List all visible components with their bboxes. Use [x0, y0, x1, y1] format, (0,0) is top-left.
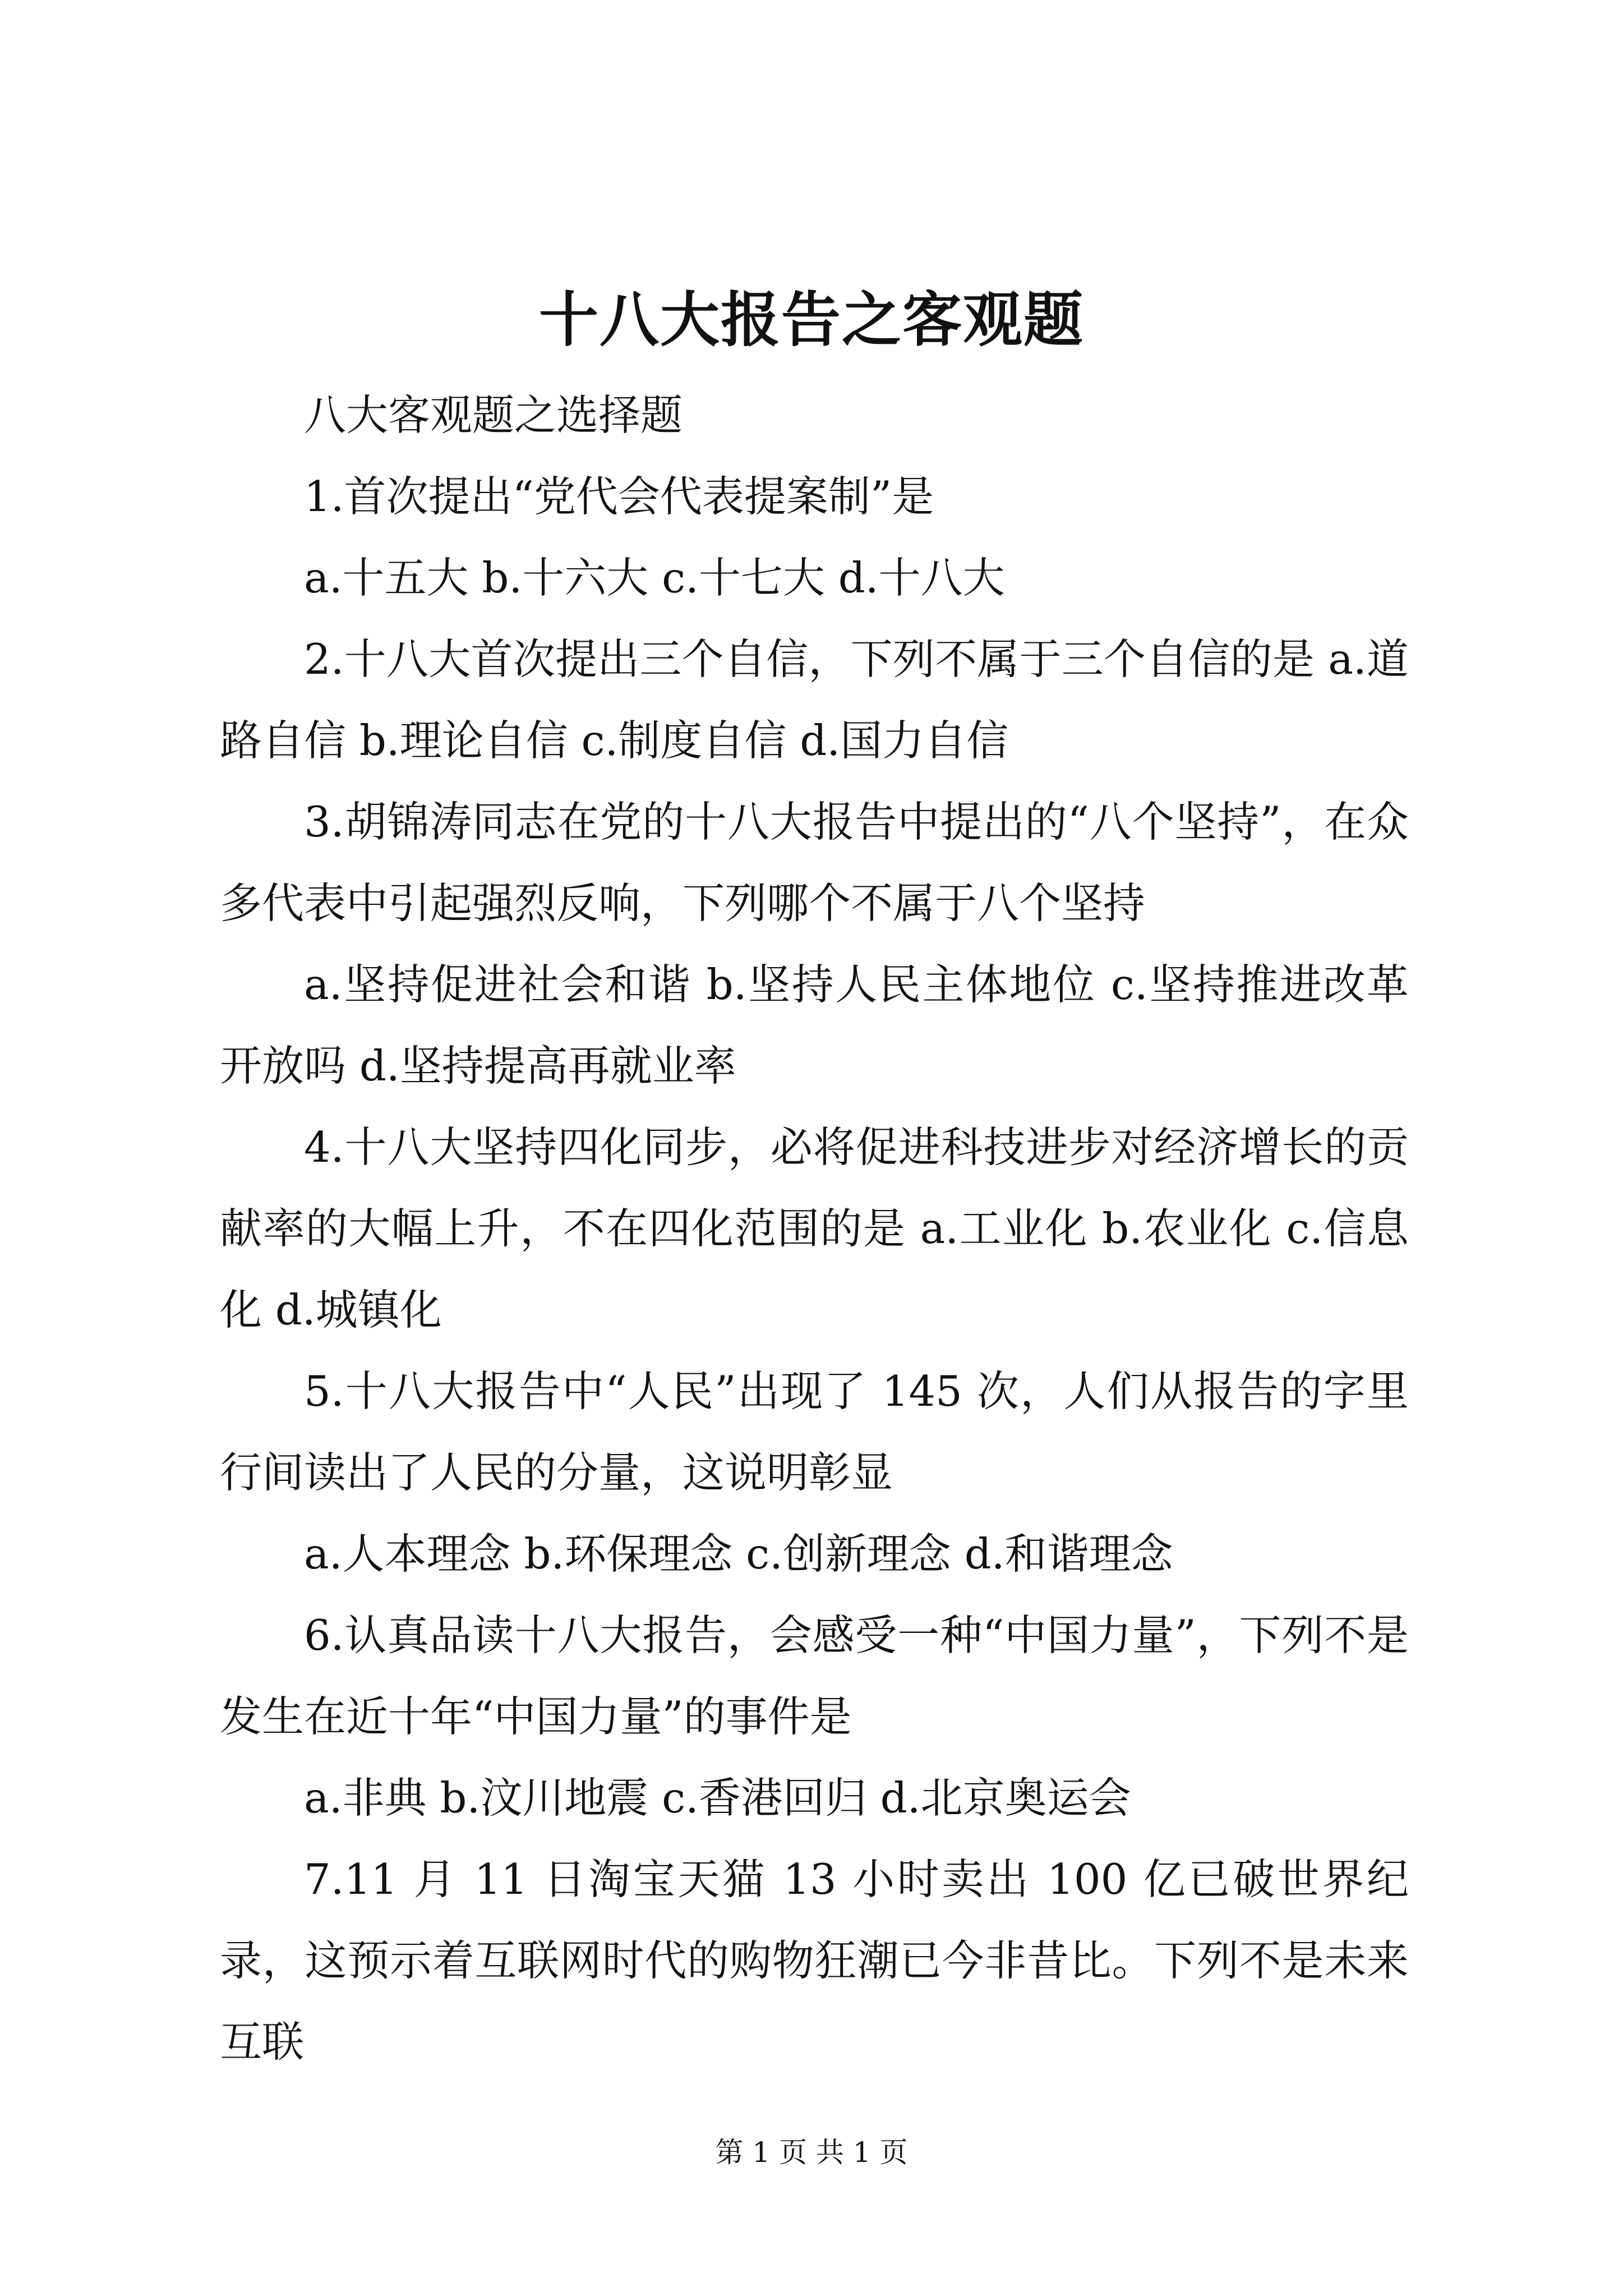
document-body	[220, 375, 1409, 2083]
paragraph-question-6: 6.认真品读十八大报告，会感受一种“中国力量”，下列不是发生在近十年“中国力量”的事件是	[220, 1611, 1409, 1741]
paragraph-question-1: 1.首次提出“党代会代表提案制”是	[304, 472, 934, 521]
paragraph-options-1: a.十五大 b.十六大 c.十七大 d.十八大	[304, 553, 1005, 602]
paragraph-options-5: a.人本理念 b.环保理念 c.创新理念 d.和谐理念	[304, 1529, 1173, 1579]
paragraph-question-3: 3.胡锦涛同志在党的十八大报告中提出的“八个坚持”，在众多代表中引起强烈反响，下列哪个不属于八个坚持	[220, 797, 1409, 928]
paragraph-question-2: 2.十八大首次提出三个自信，下列不属于三个自信的是 a.道路自信 b.理论自信 c.制度自信 d.国力自信	[220, 634, 1409, 765]
paragraph-question-5: 5.十八大报告中“人民”出现了 145 次，人们从报告的字里行间读出了人民的分量，这说明彰显	[220, 1366, 1409, 1497]
paragraph-options-6: a.非典 b.汶川地震 c.香港回归 d.北京奥运会	[304, 1773, 1131, 1823]
paragraph-question-4: 4.十八大坚持四化同步，必将促进科技进步对经济增长的贡献率的大幅上升，不在四化范围的是 a.工业化 b.农业化 c.信息化 d.城镇化	[220, 1122, 1409, 1335]
paragraph-options-3: a.坚持促进社会和谐 b.坚持人民主体地位 c.坚持推进改革开放吗 d.坚持提高再就业率	[220, 960, 1409, 1091]
document-title: 十八大报告之客观题	[539, 284, 1084, 355]
page-footer: 第 1 页 共 1 页	[715, 2136, 908, 2169]
paragraph-question-7: 7.11 月 11 日淘宝天猫 13 小时卖出 100 亿已破世界纪录，这预示着互联网时代的购物狂潮已今非昔比。下列不是未来互联	[220, 1855, 1409, 2067]
paragraph-section-heading: 八大客观题之选择题	[304, 390, 683, 440]
